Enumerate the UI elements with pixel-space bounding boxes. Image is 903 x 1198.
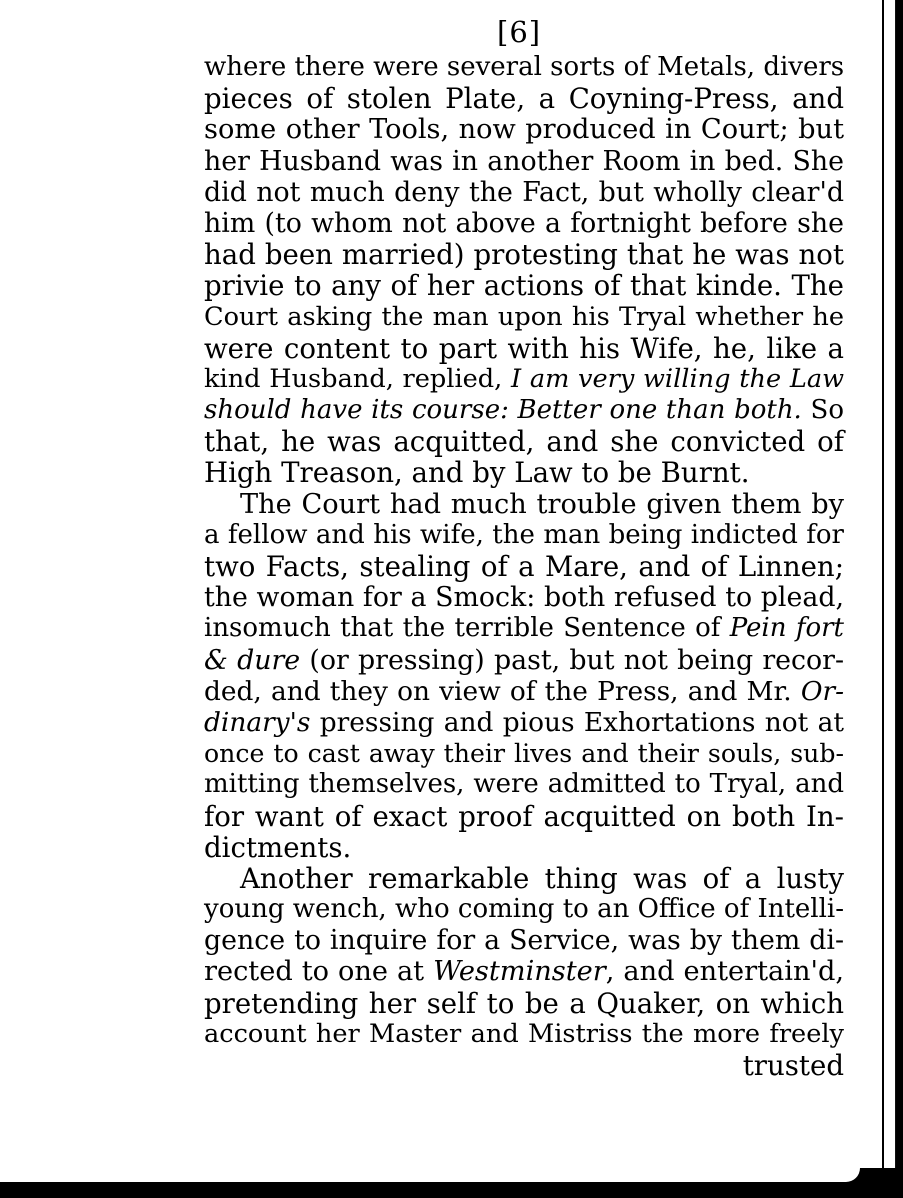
text-line: gence to inquire for a Service, was by them di- — [204, 925, 844, 957]
page-number: [6] — [497, 15, 542, 49]
paragraph-start: The Court had much trouble given them by — [240, 488, 844, 520]
text-line — [204, 707, 844, 738]
text-segment: kind Husband, replied, — [204, 363, 512, 394]
place-name: Westminster — [433, 956, 606, 988]
text-segment: ded, and they on view of the Press, and Mr. — [204, 675, 801, 707]
text-line — [204, 613, 844, 644]
text-line: Court asking the man upon his Tryal whether he — [204, 301, 844, 332]
latin-phrase: & dure — [204, 644, 301, 676]
text-line: High Treason, and by Law to be Burnt. — [204, 456, 750, 490]
text-line: young wench, who coming to an Office of Intelli- — [204, 894, 845, 925]
text-line: the woman for a Smock: both refused to plead, — [204, 582, 844, 614]
text-segment: So — [801, 395, 844, 426]
text-line: account her Master and Mistriss the more freely — [204, 1018, 844, 1049]
text-segment: (or pressing) past, but not being recor- — [300, 644, 844, 676]
text-line — [204, 676, 844, 707]
text-line: him (to whom not above a fortnight before she — [204, 207, 844, 239]
ordinary-name: dinary's — [204, 706, 311, 738]
text-line: her Husband was in another Room in bed. She — [204, 145, 844, 177]
text-line: mitting themselves, were admitted to Tryal, and — [204, 769, 844, 800]
ordinary-name: Or- — [800, 675, 844, 707]
text-line — [204, 364, 844, 395]
text-line: were content to part with his Wife, he, like a — [204, 331, 844, 365]
text-segment: pressing and pious Exhortations not at — [310, 706, 844, 738]
catchword: trusted — [742, 1049, 844, 1082]
text-line: did not much deny the Fact, but wholly clear'd — [204, 176, 844, 208]
text-line: privie to any of her actions of that kinde. The — [204, 269, 844, 303]
text-segment: insomuch that the terrible Sentence of — [204, 613, 730, 644]
quoted-reply: I am very willing the Law — [511, 363, 844, 394]
text-line: some other Tools, now produced in Court; but — [204, 114, 844, 146]
text-line: once to cast away their lives and their souls, sub- — [204, 739, 844, 769]
text-line — [204, 645, 844, 676]
text-line: dictments. — [204, 830, 352, 864]
text-line: that, he was acquitted, and she convicted of — [204, 425, 844, 459]
text-segment: , and entertain'd, — [605, 956, 844, 988]
paragraph-start: Another remarkable thing was of a lusty — [240, 861, 844, 895]
latin-phrase: Pein fort — [729, 613, 844, 644]
text-line: where there were several sorts of Metals, divers — [204, 52, 845, 82]
text-line — [204, 395, 844, 426]
page-bottom — [0, 1168, 860, 1182]
page-edge — [882, 0, 895, 1180]
text-line — [204, 956, 844, 987]
text-line: two Facts, stealing of a Mare, and of Linnen; — [204, 550, 844, 583]
text-segment: rected to one at — [204, 956, 434, 988]
text-line: a fellow and his wife, the man being indicted for — [204, 519, 844, 550]
text-line: pieces of stolen Plate, a Coyning-Press, and — [204, 82, 844, 116]
text-line: had been married) protesting that he was not — [204, 238, 844, 272]
body-text — [204, 52, 844, 1081]
quoted-reply: should have its course: Better one than both. — [204, 395, 802, 426]
text-line: for want of exact proof acquitted on both In- — [204, 799, 844, 833]
text-line: pretending her self to be a Quaker, on which — [204, 986, 844, 1020]
